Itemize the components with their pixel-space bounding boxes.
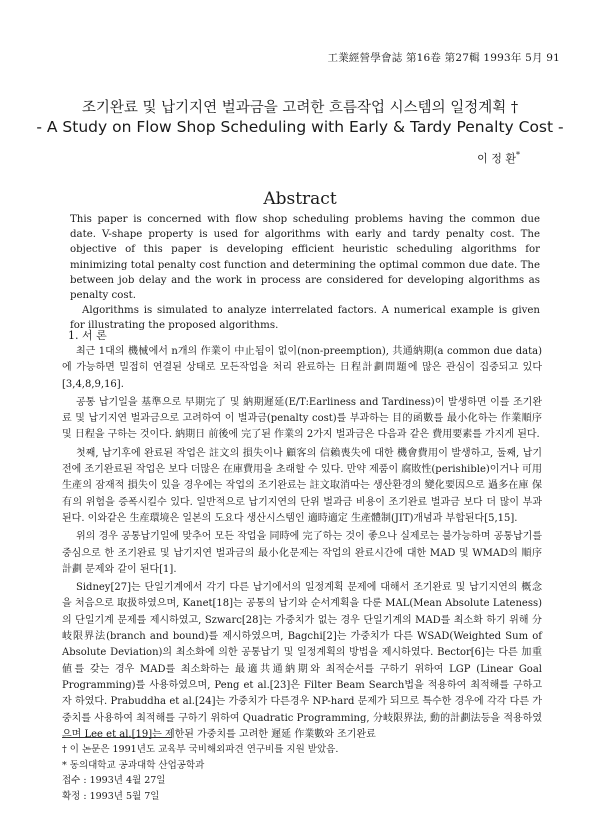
body-paragraph: 위의 경우 공통납기일에 맞추어 모든 작업을 同時에 完了하는 것이 좋으나 실제로는 불가능하며 공통납기를 중심으로 한 조기완료 및 납기지연 벌과금의 最小化문제는 작업의 완료시간에 대한 MAD 및 WMAD의 順序計劃 문제와 같이 된다[1]. [62, 531, 542, 575]
section-body [62, 344, 542, 745]
running-head: 工業經營學會誌 第16卷 第27輯 1993年 5月 91 [327, 52, 560, 64]
author-name: 이 정 환 [477, 152, 516, 165]
abstract-paragraph: This paper is concerned with flow shop scheduling problems having the common due date. V-shape property is used for algorithms with early and tardy penalty cost. The objective of this paper is developing efficient heuristic scheduling algorithms for minimizing total penalty cost function and determining the optimal common due date. The between job delay and the work in process are considered for developing algorithms as penalty cost. [70, 214, 540, 302]
title-english: - A Study on Flow Shop Scheduling with Early & Tardy Penalty Cost - [36, 118, 564, 136]
footnote-funding: † 이 논문은 1991년도 교육부 국비해외파견 연구비를 지원 받았음. [62, 744, 339, 755]
author-line [477, 150, 520, 166]
abstract-heading: Abstract [263, 189, 337, 209]
body-paragraph: Sidney[27]는 단일기계에서 각기 다른 납기에서의 일정계획 문제에 대해서 조기완료 및 납기지연의 概念을 처음으로 取扱하였으며, Kanet[18]는 공통의 납기와 순서계획을 다룬 MAL(Mean Absolute Lateness)의 단일기계 문제를 제시하였고, Szwarc[28]는 가중치가 없는 경우 단일기계의 MAD를 최소화 하기 위해 分岐限界法(branch and bound)를 제시하였으며, Bagchi[2]는 가중치가 다른 WSAD(Weighted Sum of Absolute Deviation)의 최소화에 의한 공통납기 및 일정계획의 방법을 제시하였다. Bector[6]는 다른 加重値를 갖는 경우 MAD를 최소화하는 最適共通納期와 최적순서를 구하기 위하여 LGP (Linear Goal Programming)를 사용하였으며, Peng et al.[23]은 Filter Beam Search법을 적용하여 최적해를 구하고자 하였다. Prabuddha et al.[24]는 가중치가 다른경우 NP-hard 문제가 되므로 특수한 경우에 각각 다른 가중치를 사용하여 최적해를 구하기 위하여 Quadratic Programming, 分岐限界法, 動的計劃法등을 적용하였으며 Lee et al.[19]는 제한된 가중치를 고려한 遲延 作業數와 조기완료 [62, 582, 542, 740]
body-paragraph: 최근 1대의 機械에서 n개의 作業이 中止됨이 없이(non-preemption), 共通納期(a common due data)에 가능하면 밀접히 연결된 상태로 모든작업을 처리 완료하는 日程計劃問題에 많은 관심이 집중되고 있다 [3,4,8,9,16]. [62, 346, 542, 390]
footnote-divider [62, 737, 172, 738]
footnote-affiliation: * 동의대학교 공과대학 산업공학과 [62, 759, 205, 771]
body-paragraph: 공통 납기일을 基準으로 早期完了 및 納期遲延(E/T:Earliness and Tardiness)이 발생하면 이를 조기완료 및 납기지연 벌과금으로 고려하여 이 벌과금(penalty cost)를 부과하는 目的函數를 最小化하는 作業順序 및 日程을 구하는 것이다. 納期日 前後에 完了된 作業의 2가지 벌과금은 다음과 같은 費用要素를 가지게 된다. [62, 396, 542, 441]
abstract-body [70, 212, 540, 334]
footnote-received: 접수 : 1993년 4월 27일 [62, 775, 166, 786]
section-title: 1. 서 론 [68, 329, 107, 342]
footnote-accepted: 확정 : 1993년 5월 7일 [62, 790, 160, 802]
footnotes [62, 742, 542, 804]
author-mark: * [516, 150, 520, 160]
title-korean: 조기완료 및 납기지연 벌과금을 고려한 흐름작업 시스템의 일정계획 † [81, 100, 519, 116]
abstract-paragraph: Algorithms is simulated to analyze interrelated factors. A numerical example is given for illustrating the proposed algorithms. [70, 305, 540, 332]
body-paragraph: 첫째, 납기후에 완료된 작업은 註文의 損失이나 顧客의 信賴喪失에 대한 機會費用이 발생하고, 둘째, 납기전에 조기완료된 작업은 보다 더많은 在庫費用을 초래할 수 있다. 만약 제품이 腐敗性(perishible)이거나 可用生產의 잠재적 損失이 있을 경우에는 작업의 조기완료는 註文取消따는 생산환경의 變化要因으로 過多在庫 保有의 위험을 증폭시킬수 있다. 일반적으로 납기지연의 단위 벌과금 비용이 조기완료 벌과금 보다 더 많이 부과된다. 이와같은 生産環境은 일본의 도요다 생산시스템인 適時適定 生產體制(JIT)개념과 부합된다[5,15]. [62, 447, 542, 524]
